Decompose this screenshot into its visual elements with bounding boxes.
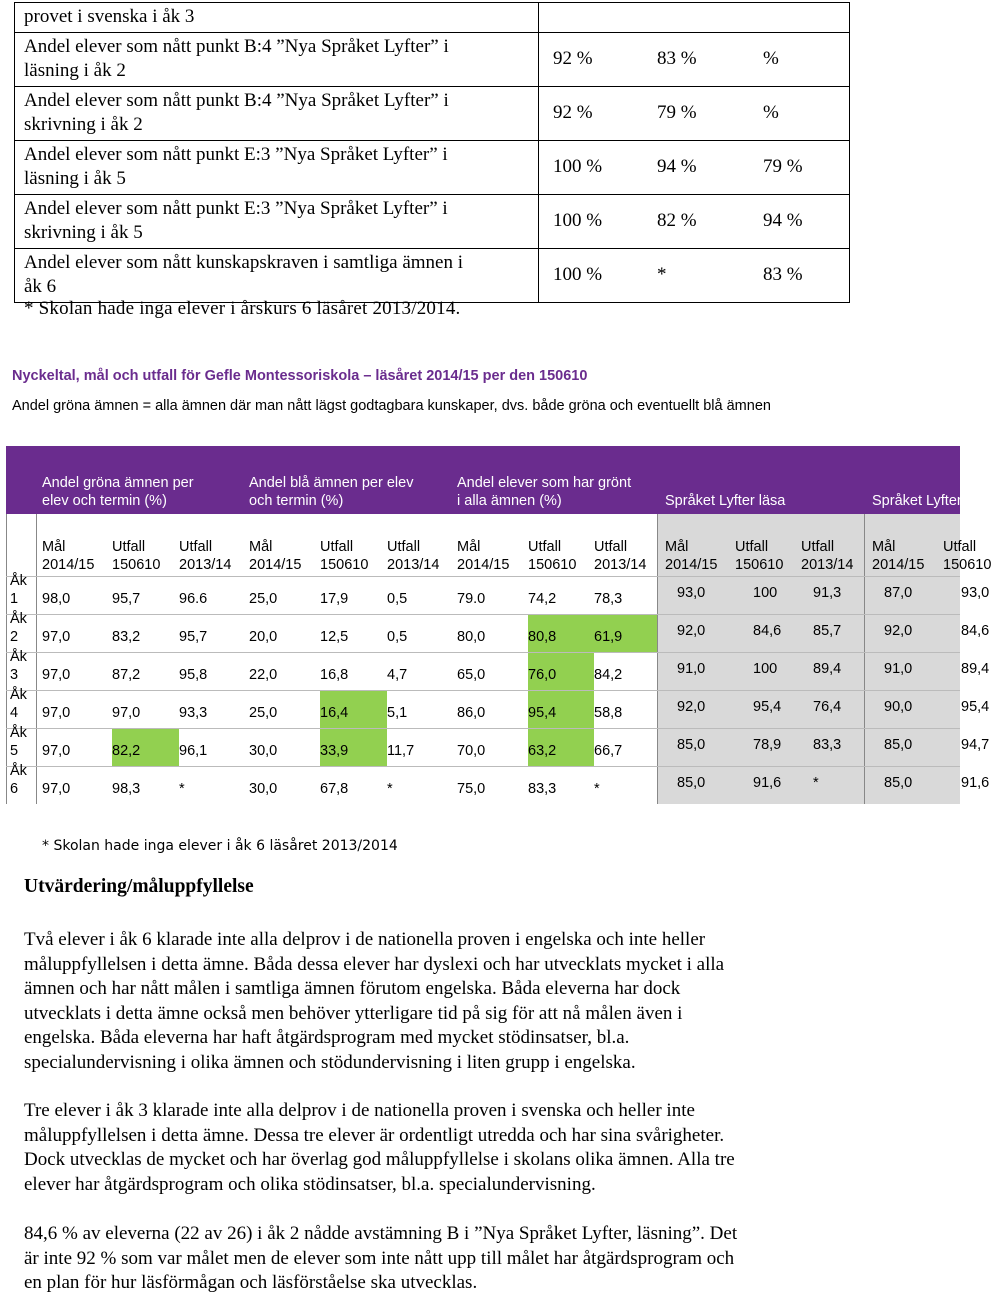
column-subheader	[528, 538, 576, 574]
row-label	[15, 3, 539, 33]
text-line: 2014/15	[872, 557, 925, 573]
text-line: provet i svenska i åk 3	[24, 6, 195, 27]
text-line: 2014/15	[457, 557, 510, 573]
data-cell: 97,0	[42, 629, 71, 645]
sprak-cell: 91,6	[753, 775, 782, 791]
text-line: 150610	[943, 557, 992, 573]
text-line: Andel elever som nått punkt E:3 ”Nya Språket Lyfter” i	[24, 197, 448, 219]
year-label	[10, 648, 27, 684]
data-cell: 97,0	[42, 781, 71, 797]
sprak-cell: 92,0	[884, 623, 913, 639]
text-line: utvecklats i detta ämne också men behöver ytterligare tid på sig för att nå målen även i	[24, 1002, 683, 1024]
text-line: 2013/14	[387, 557, 440, 573]
data-cell: 98,0	[42, 591, 71, 607]
data-cell: 97,0	[42, 743, 71, 759]
year-label	[10, 572, 27, 608]
text-line: 2	[10, 629, 19, 645]
group-header	[249, 474, 413, 510]
data-cell: 66,7	[594, 743, 623, 759]
column-subheader	[801, 538, 853, 574]
data-cell: 67,8	[320, 781, 349, 797]
column-subheader	[457, 538, 509, 574]
data-cell: 11,7	[387, 743, 415, 759]
column-subheader	[42, 538, 94, 574]
data-cell: 17,9	[320, 591, 349, 607]
text-line: skrivning i åk 2	[24, 114, 143, 135]
data-cell: 16,8	[320, 667, 349, 683]
text-line: Andel elever som nått punkt E:3 ”Nya Språket Lyfter” i	[24, 143, 448, 165]
text-line: åk 6	[24, 276, 57, 297]
text-line: Åk	[10, 725, 27, 741]
row-value: 100 %	[553, 209, 603, 231]
group-header	[872, 474, 1004, 510]
data-cell: 95,7	[112, 591, 141, 607]
data-cell: 87,2	[112, 667, 141, 683]
text-line: 2013/14	[801, 557, 854, 573]
data-cell: 95,4	[528, 705, 557, 721]
data-cell: 25,0	[249, 705, 278, 721]
text-line: läsning i åk 2	[24, 60, 126, 81]
text-line: 2014/15	[249, 557, 302, 573]
sprak-cell: 87,0	[884, 585, 913, 601]
sprak-cell: 94,7	[961, 737, 990, 753]
sprak-cell: 84,6	[961, 623, 990, 639]
text-line: 2013/14	[179, 557, 232, 573]
row-value: 94 %	[763, 209, 803, 231]
column-subheader	[249, 538, 301, 574]
row-value: 94 %	[657, 155, 697, 177]
text-line: skrivning i åk 5	[24, 222, 143, 243]
grid-vline	[6, 514, 7, 804]
row-values	[539, 194, 850, 248]
text-line: 2014/15	[42, 557, 95, 573]
results-row	[15, 194, 850, 248]
text-line: 150610	[320, 557, 369, 573]
text-line: 4	[10, 705, 19, 721]
text-line: 84,6 % av eleverna (22 av 26) i åk 2 nådde avstämning B i ”Nya Språket Lyfter, läsning”. Det	[24, 1223, 738, 1244]
row-label	[15, 248, 539, 302]
text-line: en plan för hur läsförmågan och läsförståelse ska utvecklas.	[24, 1272, 478, 1293]
data-cell: 96.6	[179, 591, 208, 607]
data-cell: 16,4	[320, 705, 349, 721]
group-header	[665, 474, 785, 510]
text-line: Andel elever som nått punkt B:4 ”Nya Språket Lyfter” i	[24, 89, 449, 111]
text-line: i alla ämnen (%)	[457, 493, 562, 509]
text-line: Utfall	[594, 539, 628, 555]
column-subheader	[943, 538, 991, 574]
evaluation-heading: Utvärdering/måluppfyllelse	[24, 876, 254, 897]
bottom-footnote: * Skolan hade inga elever i åk 6 läsåret 2013/2014	[42, 838, 398, 854]
data-cell: 12,5	[320, 629, 349, 645]
data-cell: 98,3	[112, 781, 141, 797]
row-label	[15, 140, 539, 194]
top-footnote: * Skolan hade inga elever i årskurs 6 läsåret 2013/2014.	[24, 298, 461, 319]
data-cell: 20,0	[249, 629, 278, 645]
row-value: 82 %	[657, 209, 697, 231]
data-cell: 96,1	[179, 743, 208, 759]
data-cell: 82,2	[112, 743, 141, 759]
grid-vline	[657, 514, 658, 804]
results-table	[14, 2, 850, 303]
year-label	[10, 610, 27, 646]
sprak-cell: 85,0	[884, 775, 913, 791]
column-subheader	[320, 538, 368, 574]
data-cell: 76,0	[528, 667, 557, 683]
data-cell: 84,2	[594, 667, 623, 683]
column-subheader	[872, 538, 924, 574]
text-line: Åk	[10, 573, 27, 589]
row-value: *	[657, 263, 667, 285]
sprak-cell: 95,4	[961, 699, 990, 715]
row-value: 83 %	[657, 47, 697, 69]
data-cell: 97,0	[42, 667, 71, 683]
data-cell: 5,1	[387, 705, 408, 721]
grid-hline	[6, 614, 960, 615]
text-line: Tre elever i åk 3 klarade inte alla delprov i de nationella proven i svenska och heller inte	[24, 1100, 695, 1121]
row-value: 92 %	[553, 101, 593, 123]
text-line: Språket Lyfter läsa	[665, 493, 786, 509]
data-cell: 25,0	[249, 591, 278, 607]
text-line: Utfall	[320, 539, 354, 555]
row-value: 92 %	[553, 47, 593, 69]
data-cell: 80,8	[528, 629, 557, 645]
text-line: Språket Lyfter skriva	[872, 493, 1004, 509]
text-line: Andel elever som har grönt	[457, 475, 632, 491]
row-value: 79 %	[657, 101, 697, 123]
year-label	[10, 762, 27, 798]
text-line: Andel blå ämnen per elev	[249, 475, 414, 491]
evaluation-paragraph	[24, 1222, 844, 1296]
sprak-cell: 92,0	[677, 699, 706, 715]
group-header	[42, 474, 194, 510]
sprak-cell: 76,4	[813, 699, 842, 715]
text-line: Åk	[10, 763, 27, 779]
sprak-cell: 100	[753, 585, 778, 601]
text-line: ämnen och har nått målen i samtliga ämnen förutom engelska. Båda eleverna har dock	[24, 978, 681, 999]
results-row	[15, 140, 850, 194]
data-cell: 95,7	[179, 629, 208, 645]
results-row	[15, 3, 850, 33]
text-line: Utfall	[112, 539, 146, 555]
text-line: måluppfyllelsen i detta ämne. Båda dessa elever har dyslexi och har utvecklats mycket i alla	[24, 953, 725, 975]
row-label	[15, 86, 539, 140]
sprak-cell: 92,0	[677, 623, 706, 639]
text-line: specialundervisning i olika ämnen och stödundervisning i liten grupp i engelska.	[24, 1051, 636, 1073]
row-values	[539, 32, 850, 86]
data-cell: 74,2	[528, 591, 557, 607]
text-line: Utfall	[801, 539, 835, 555]
data-cell: 97,0	[42, 705, 71, 721]
text-line: 150610	[112, 557, 161, 573]
text-line: 150610	[735, 557, 784, 573]
sprak-cell: 89,4	[961, 661, 990, 677]
column-subheader	[735, 538, 783, 574]
data-cell: 63,2	[528, 743, 557, 759]
column-subheader	[665, 538, 717, 574]
results-row	[15, 86, 850, 140]
data-cell: 33,9	[320, 743, 349, 759]
sprak-cell: 93,0	[677, 585, 706, 601]
data-cell: 4,7	[387, 667, 408, 683]
row-value: %	[763, 47, 779, 69]
text-line: Mål	[42, 539, 66, 555]
keyfigures-header-band	[6, 446, 1004, 514]
text-line: Åk	[10, 687, 27, 703]
data-cell: 30,0	[249, 781, 278, 797]
data-cell: 30,0	[249, 743, 278, 759]
sprak-cell: 84,6	[753, 623, 782, 639]
text-line: läsning i åk 5	[24, 168, 126, 189]
sprak-cell: 89,4	[813, 661, 842, 677]
data-cell: 65,0	[457, 667, 486, 683]
data-cell: 97,0	[112, 705, 141, 721]
year-label	[10, 724, 27, 760]
data-cell: 75,0	[457, 781, 486, 797]
column-subheader	[594, 538, 646, 574]
text-line: Mål	[872, 539, 896, 555]
text-line: Utfall	[179, 539, 213, 555]
grid-vline	[36, 514, 37, 804]
text-line: 150610	[528, 557, 577, 573]
text-line: 6	[10, 781, 19, 797]
text-line: Utfall	[943, 539, 977, 555]
data-cell: 0,5	[387, 591, 408, 607]
sprak-cell: 83,3	[813, 737, 842, 753]
data-cell: 61,9	[594, 629, 623, 645]
text-line: Utfall	[528, 539, 562, 555]
text-line: 1	[10, 591, 19, 607]
sprak-cell: 85,7	[813, 623, 842, 639]
grid-hline	[6, 576, 960, 577]
data-cell: 93,3	[179, 705, 208, 721]
row-label	[15, 194, 539, 248]
results-row	[15, 248, 850, 302]
grid-hline	[6, 766, 960, 767]
text-line: elev och termin (%)	[42, 493, 167, 509]
text-line: 3	[10, 667, 19, 683]
sprak-cell: 91,0	[884, 661, 913, 677]
sprak-cell: 91,0	[677, 661, 706, 677]
results-row	[15, 32, 850, 86]
group-header	[457, 474, 631, 510]
data-cell: 22,0	[249, 667, 278, 683]
sprak-cell: 78,9	[753, 737, 782, 753]
data-cell: 86,0	[457, 705, 486, 721]
row-value: 83 %	[763, 263, 803, 285]
text-line: engelska. Båda eleverna har haft åtgärdsprogram med mycket stödinsatser, bl.a.	[24, 1027, 630, 1048]
text-line: Utfall	[387, 539, 421, 555]
sprak-cell: 85,0	[677, 737, 706, 753]
text-line: Andel elever som nått kunskapskraven i samtliga ämnen i	[24, 251, 463, 273]
data-cell: 0,5	[387, 629, 408, 645]
sprak-cell: 85,0	[884, 737, 913, 753]
text-line: och termin (%)	[249, 493, 344, 509]
column-subheader	[112, 538, 160, 574]
text-line: elever har åtgärdsprogram och olika stödinsatser, bl.a. specialundervisning.	[24, 1173, 596, 1195]
data-cell: 80,0	[457, 629, 486, 645]
data-cell: 70,0	[457, 743, 486, 759]
keyfigures-grid	[6, 514, 992, 804]
row-values	[539, 86, 850, 140]
text-line: Mål	[249, 539, 273, 555]
sprak-cell: 93,0	[961, 585, 990, 601]
data-cell: 79.0	[457, 591, 486, 607]
text-line: 2014/15	[665, 557, 718, 573]
data-cell: 58,8	[594, 705, 623, 721]
data-cell: 83,3	[528, 781, 557, 797]
evaluation-paragraph	[24, 1099, 844, 1197]
data-cell: *	[179, 781, 185, 797]
row-value: 79 %	[763, 155, 803, 177]
sprak-cell: 95,4	[753, 699, 782, 715]
row-values	[539, 248, 850, 302]
data-cell: *	[594, 781, 600, 797]
text-line: Andel gröna ämnen per	[42, 475, 194, 491]
row-value: 100 %	[553, 263, 603, 285]
text-line: är inte 92 % som var målet men de elever som inte nått upp till målet har åtgärdsprogram och	[24, 1247, 735, 1269]
text-line: 5	[10, 743, 19, 759]
text-line: Mål	[665, 539, 689, 555]
grid-hline	[6, 728, 960, 729]
sprak-cell: 91,3	[813, 585, 842, 601]
text-line: Åk	[10, 649, 27, 665]
row-value: 100 %	[553, 155, 603, 177]
sprak-cell: 91,6	[961, 775, 990, 791]
keyfigures-subtitle: Andel gröna ämnen = alla ämnen där man nått lägst godtagbara kunskaper, dvs. både gröna och eventuellt blå ämnen	[12, 398, 771, 414]
data-cell: 83,2	[112, 629, 141, 645]
grid-hline	[6, 690, 960, 691]
column-subheader	[387, 538, 439, 574]
text-line: Mål	[457, 539, 481, 555]
sprak-cell: 85,0	[677, 775, 706, 791]
sprak-cell: 100	[753, 661, 778, 677]
text-line: Dock utvecklas de mycket och har överlag god måluppfyllelse i skolans olika ämnen. Alla tre	[24, 1149, 735, 1170]
grid-hline	[6, 652, 960, 653]
sprak-cell: *	[813, 775, 819, 791]
row-values	[539, 140, 850, 194]
row-label	[15, 32, 539, 86]
row-values	[539, 3, 850, 33]
text-line: Andel elever som nått punkt B:4 ”Nya Språket Lyfter” i	[24, 35, 449, 57]
row-value: %	[763, 101, 779, 123]
grid-vline	[864, 514, 865, 804]
data-cell: *	[387, 781, 393, 797]
text-line: 2013/14	[594, 557, 647, 573]
text-line: Åk	[10, 611, 27, 627]
data-cell: 95,8	[179, 667, 208, 683]
sprak-cell: 90,0	[884, 699, 913, 715]
text-line: Utfall	[735, 539, 769, 555]
keyfigures-title: Nyckeltal, mål och utfall för Gefle Montessoriskola – läsåret 2014/15 per den 150610	[12, 368, 588, 384]
year-label	[10, 686, 27, 722]
data-cell: 78,3	[594, 591, 623, 607]
text-line: måluppfyllelsen i detta ämne. Dessa tre elever är ordentligt utredda och har sina svårigheter.	[24, 1124, 725, 1146]
column-subheader	[179, 538, 231, 574]
evaluation-paragraph	[24, 928, 844, 1075]
text-line: Två elever i åk 6 klarade inte alla delprov i de nationella proven i engelska och inte heller	[24, 929, 706, 950]
